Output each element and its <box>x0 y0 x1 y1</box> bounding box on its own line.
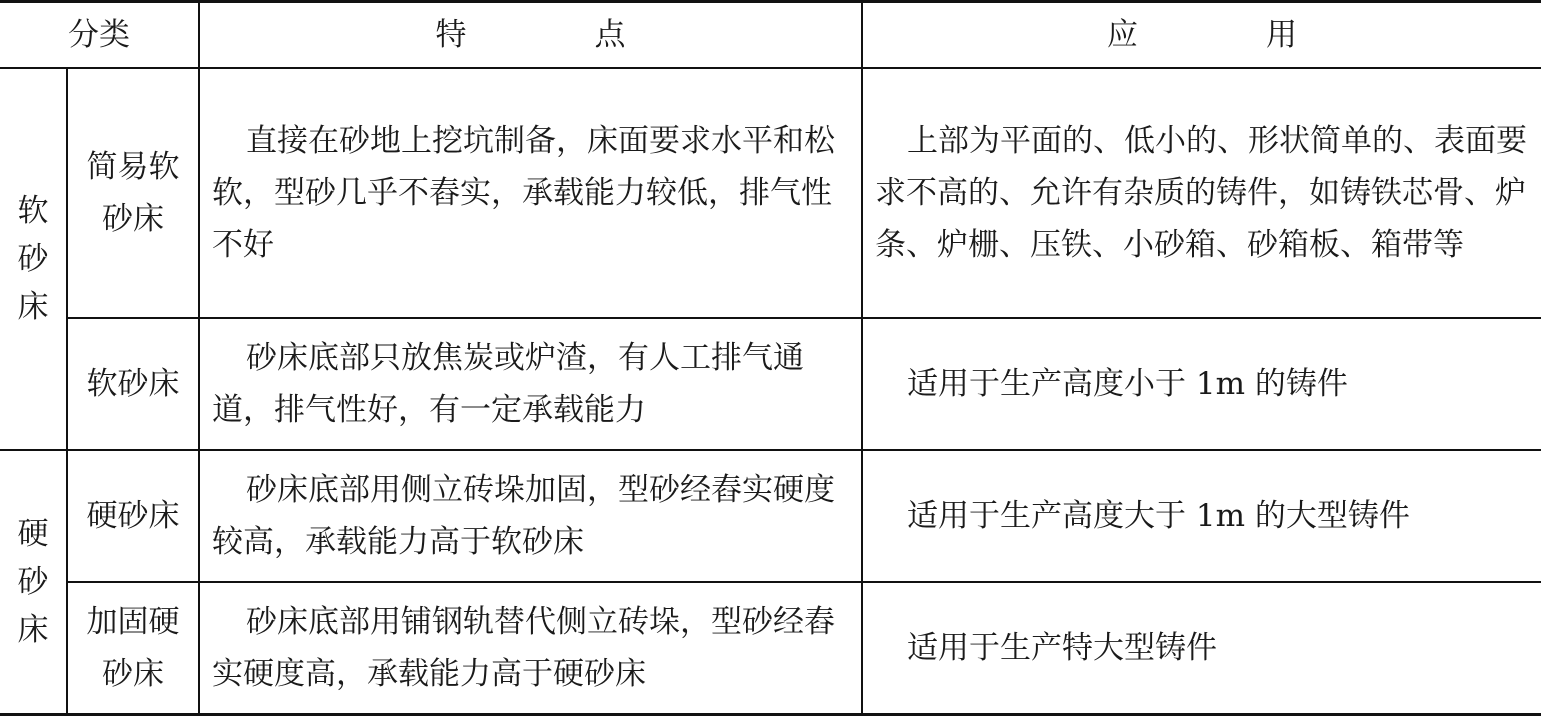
table-row <box>0 450 1541 582</box>
type-hard-bed: 硬砂床 <box>67 450 199 582</box>
group-label-soft: 软 砂 床 <box>0 68 67 450</box>
features-cell: 砂床底部用铺钢轨替代侧立砖垛，型砂经舂实硬度高，承载能力高于硬砂床 <box>199 582 862 714</box>
table-row <box>0 318 1541 450</box>
features-cell: 直接在砂地上挖坑制备，床面要求水平和松软，型砂几乎不舂实，承载能力较低，排气性不好 <box>199 68 862 318</box>
group-label-hard: 硬 砂 床 <box>0 450 67 714</box>
type-reinforced-hard-bed: 加固硬 砂床 <box>67 582 199 714</box>
features-cell: 砂床底部只放焦炭或炉渣，有人工排气通道，排气性好，有一定承载能力 <box>199 318 862 450</box>
application-cell: 适用于生产高度小于 1m 的铸件 <box>907 366 1348 402</box>
application-cell: 适用于生产高度大于 1m 的大型铸件 <box>907 498 1410 534</box>
table-row <box>0 582 1541 714</box>
table-header-row <box>0 2 1541 69</box>
header-features: 特 点 <box>199 2 862 69</box>
type-simple-soft-bed: 简易软 砂床 <box>67 68 199 318</box>
header-category: 分类 <box>0 2 199 69</box>
features-cell: 砂床底部用侧立砖垛加固，型砂经舂实硬度较高，承载能力高于软砂床 <box>199 450 862 582</box>
application-cell: 上部为平面的、低小的、形状简单的、表面要求不高的、允许有杂质的铸件，如铸铁芯骨、炉条、炉栅、压铁、小砂箱、砂箱板、箱带等 <box>875 123 1527 263</box>
header-application: 应 用 <box>1107 17 1297 53</box>
application-cell: 适用于生产特大型铸件 <box>907 629 1217 666</box>
type-soft-bed: 软砂床 <box>67 318 199 450</box>
table-row <box>0 68 1541 318</box>
